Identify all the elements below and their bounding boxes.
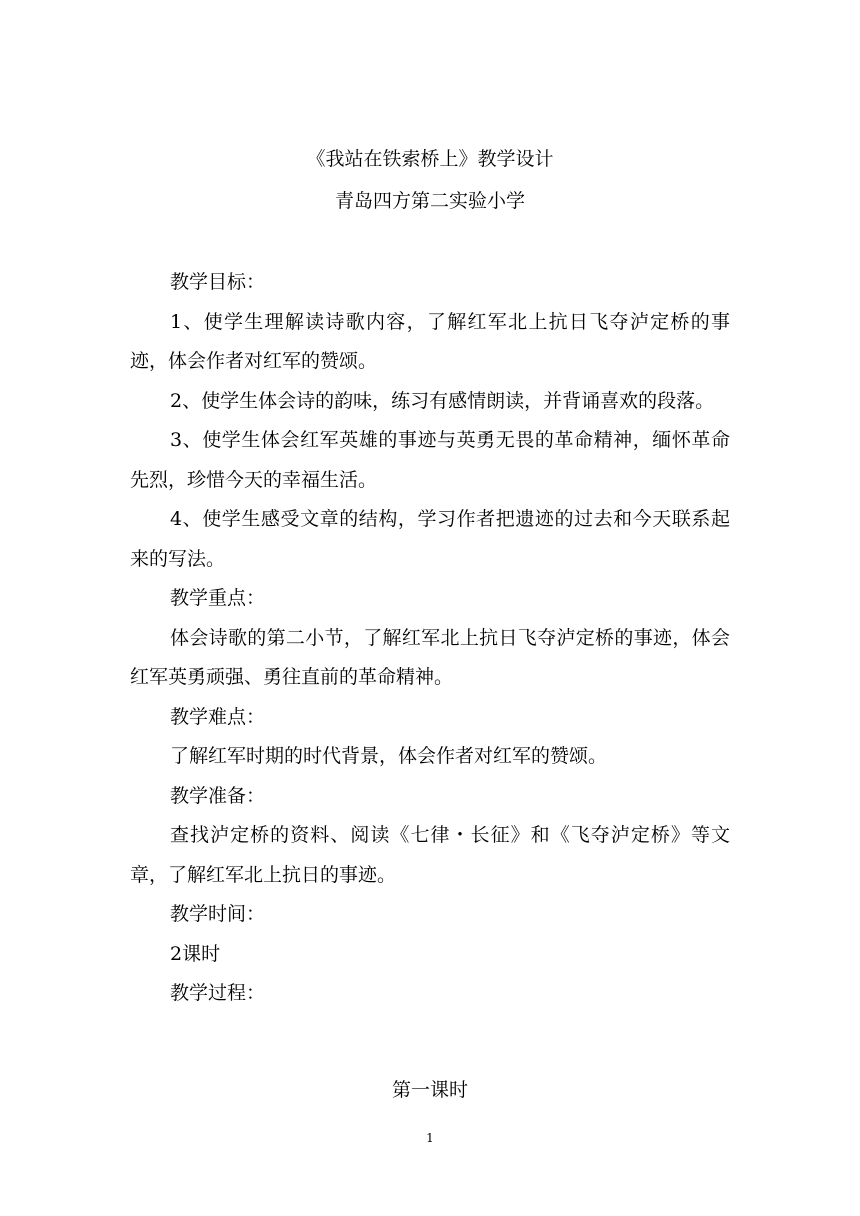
document-subtitle: 青岛四方第二实验小学 <box>334 190 525 212</box>
objective-2: 2、使学生体会诗的韵味，练习有感情朗读，并背诵喜欢的段落。 <box>170 389 715 412</box>
objective-3: 3、使学生体会红军英雄的事迹与英勇无畏的革命精神，缅怀革命先烈，珍惜今天的幸福生活。 <box>130 429 730 491</box>
key-points-text: 体会诗歌的第二小节，了解红军北上抗日飞夺泸定桥的事迹，体会红军英勇顽强、勇往直前的革命精神。 <box>130 626 730 688</box>
document-title: 《我站在铁索桥上》教学设计 <box>306 148 554 170</box>
document-body <box>130 263 730 1014</box>
heading-teaching-objectives: 教学目标： <box>170 271 266 293</box>
heading-teaching-process: 教学过程： <box>170 982 266 1004</box>
section-heading-first-lesson: 第一课时 <box>391 1079 468 1101</box>
teaching-time-text: 2课时 <box>170 942 221 965</box>
difficulties-text: 了解红军时期的时代背景，体会作者对红军的赞颂。 <box>170 745 608 767</box>
preparation-text: 查找泸定桥的资料、阅读《七律・长征》和《飞夺泸定桥》等文章，了解红军北上抗日的事迹。 <box>130 824 730 886</box>
objective-4: 4、使学生感受文章的结构，学习作者把遗迹的过去和今天联系起来的写法。 <box>130 508 730 570</box>
heading-preparation: 教学准备： <box>170 784 266 807</box>
heading-teaching-time: 教学时间： <box>170 903 266 925</box>
objective-1: 1、使学生理解读诗歌内容，了解红军北上抗日飞夺泸定桥的事迹，体会作者对红军的赞颂。 <box>130 310 730 372</box>
page-number: 1 <box>426 1131 434 1145</box>
heading-key-points: 教学重点： <box>170 587 266 609</box>
heading-difficulties: 教学难点： <box>170 705 266 728</box>
